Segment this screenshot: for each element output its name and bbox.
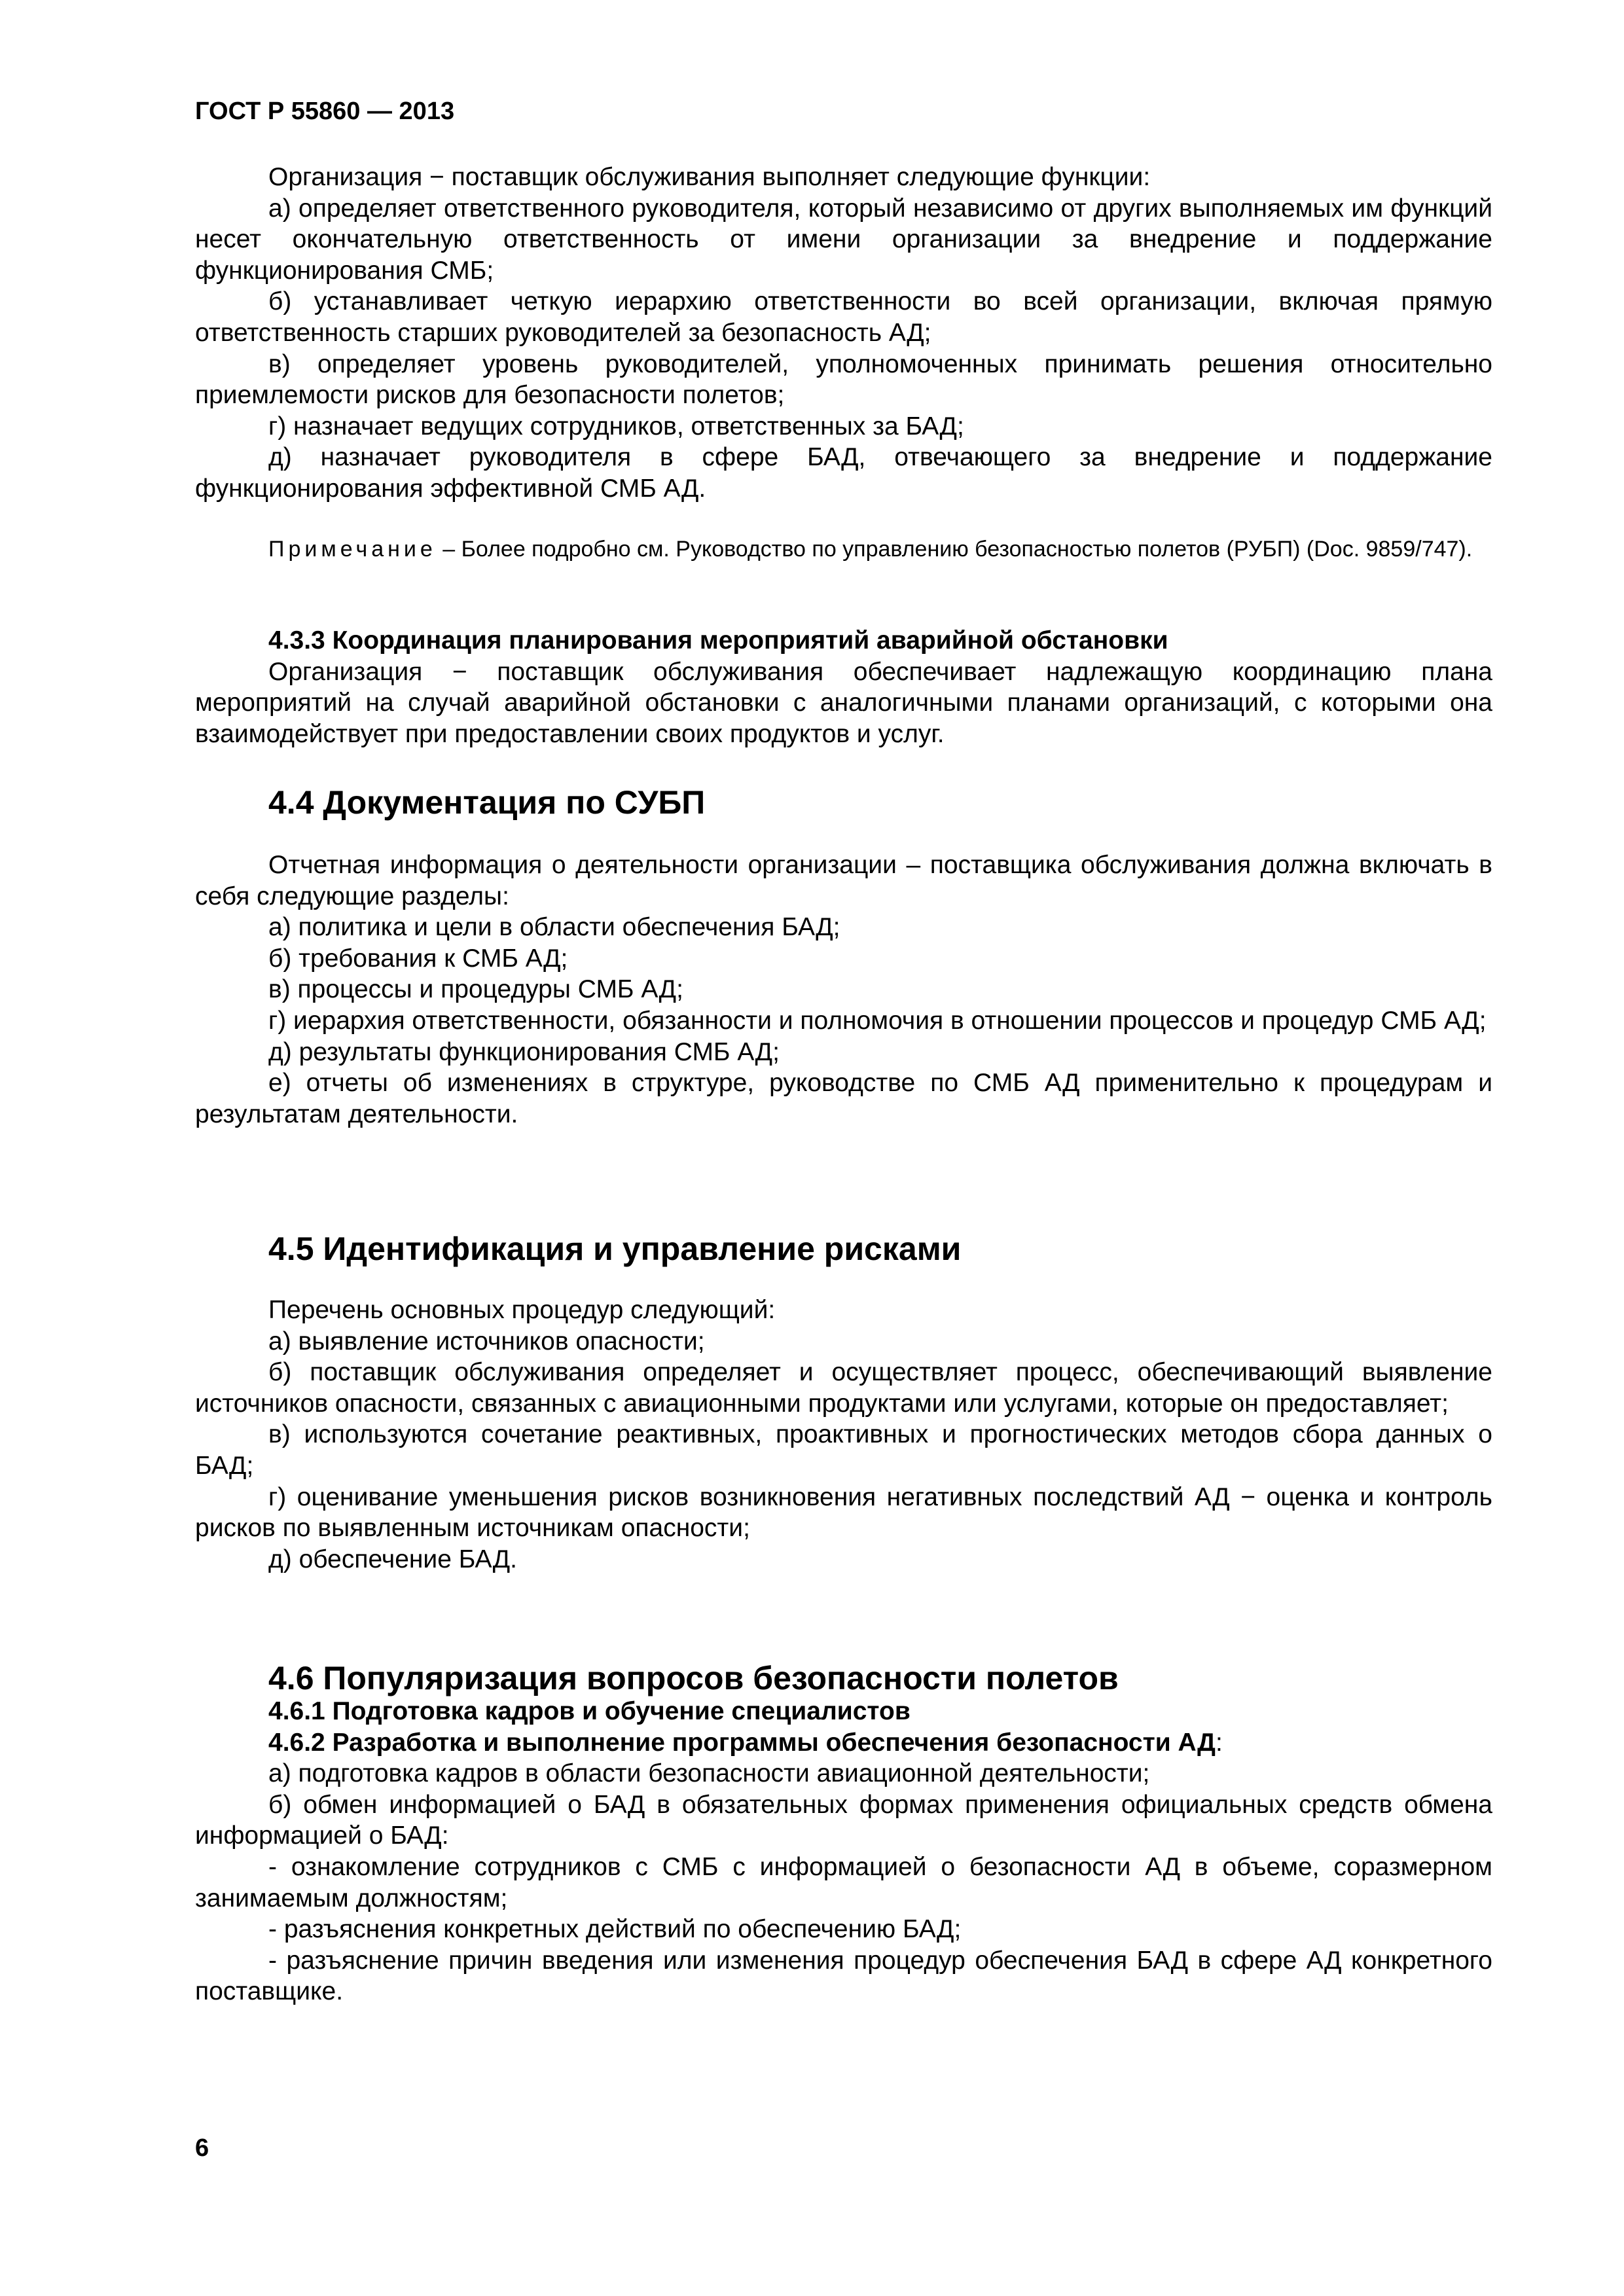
list-item: а) политика и цели в области обеспечения БАД; (268, 913, 840, 942)
list-item: а) определяет ответственного руководителя, который независимо от других выполняемых им функций несет окончательную ответственность от имени организации за внедрение и поддержание функционирования СМБ; (195, 194, 1492, 285)
section-4-3-3-text: Организация − поставщик обслуживания обеспечивает надлежащую координацию плана мероприятий на случай аварийной обстановки с аналогичными планами организаций, с которыми она взаимодействует при предоставлении своих продуктов и услуг. (195, 657, 1492, 748)
section-4-6-body (195, 1696, 1492, 2007)
list-item: г) оценивание уменьшения рисков возникновения негативных последствий АД − оценка и контроль рисков по выявленным источникам опасности; (195, 1482, 1492, 1543)
page-number: 6 (195, 2134, 209, 2162)
functions-intro: Организация − поставщик обслуживания выполняет следующие функции: (268, 163, 1151, 191)
section-4-4-body (195, 850, 1492, 1130)
list-item: а) подготовка кадров в области безопасности авиационной деятельности; (268, 1759, 1150, 1788)
section-4-6-2-title (195, 1727, 1492, 1759)
note-block (195, 535, 1492, 564)
list-item: - ознакомление сотрудников с СМБ с информацией о безопасности АД в объеме, соразмерном занимаемым должностям; (195, 1852, 1492, 1912)
note-label: Примечание (268, 537, 437, 562)
note-text (195, 535, 1492, 564)
list-item: в) процессы и процедуры СМБ АД; (268, 975, 683, 1004)
note-body: – Более подробно см. Руководство по управлению безопасностью полетов (РУБП) (Doc. 9859/747). (436, 537, 1473, 562)
section-4-5-intro: Перечень основных процедур следующий: (268, 1296, 776, 1324)
section-4-6-title: 4.6 Популяризация вопросов безопасности полетов (268, 1660, 1119, 1696)
list-item: г) назначает ведущих сотрудников, ответственных за БАД; (268, 412, 964, 440)
list-item: д) назначает руководителя в сфере БАД, отвечающего за внедрение и поддержание функционирования эффективной СМБ АД. (195, 443, 1492, 503)
document-header: ГОСТ Р 55860 — 2013 (195, 98, 455, 125)
list-item: - разъяснение причин введения или изменения процедур обеспечения БАД в сфере АД конкретного поставщике. (195, 1946, 1492, 2006)
section-4-3-3 (195, 625, 1492, 749)
functions-block (195, 162, 1492, 505)
list-item: б) обмен информацией о БАД в обязательных формах применения официальных средств обмена информацией о БАД: (195, 1790, 1492, 1850)
list-item: д) результаты функционирования СМБ АД; (268, 1037, 780, 1066)
list-item: б) устанавливает четкую иерархию ответственности во всей организации, включая прямую ответственность старших руководителей за безопасность АД; (195, 287, 1492, 347)
list-item: б) требования к СМБ АД; (268, 944, 568, 973)
list-item: в) используются сочетание реактивных, проактивных и прогностических методов сбора данных о БАД; (195, 1420, 1492, 1480)
list-item: е) отчеты об изменениях в структуре, руководстве по СМБ АД применительно к процедурам и результатам деятельности. (195, 1069, 1492, 1128)
section-4-4-intro: Отчетная информация о деятельности организации – поставщика обслуживания должна включать в себя следующие разделы: (195, 851, 1492, 910)
section-4-6-2-title-text: 4.6.2 Разработка и выполнение программы обеспечения безопасности АД (268, 1728, 1216, 1757)
section-4-5-body (195, 1295, 1492, 1575)
section-4-6-1-title: 4.6.1 Подготовка кадров и обучение специалистов (268, 1697, 911, 1725)
section-4-5-title: 4.5 Идентификация и управление рисками (268, 1230, 962, 1267)
section-4-3-3-title: 4.3.3 Координация планирования мероприятий аварийной обстановки (268, 626, 1168, 655)
section-4-4-title: 4.4 Документация по СУБП (268, 784, 706, 821)
section-4-6-2-colon: : (1215, 1728, 1223, 1757)
list-item: - разъяснения конкретных действий по обеспечению БАД; (268, 1915, 962, 1944)
list-item: д) обеспечение БАД. (268, 1545, 518, 1573)
list-item: а) выявление источников опасности; (268, 1327, 705, 1355)
list-item: в) определяет уровень руководителей, уполномоченных принимать решения относительно приемлемости рисков для безопасности полетов; (195, 350, 1492, 410)
list-item: б) поставщик обслуживания определяет и осуществляет процесс, обеспечивающий выявление источников опасности, связанных с авиационными продуктами или услугами, которые он предоставляет; (195, 1358, 1492, 1418)
list-item: г) иерархия ответственности, обязанности и полномочия в отношении процессов и процедур СМБ АД; (268, 1006, 1487, 1035)
